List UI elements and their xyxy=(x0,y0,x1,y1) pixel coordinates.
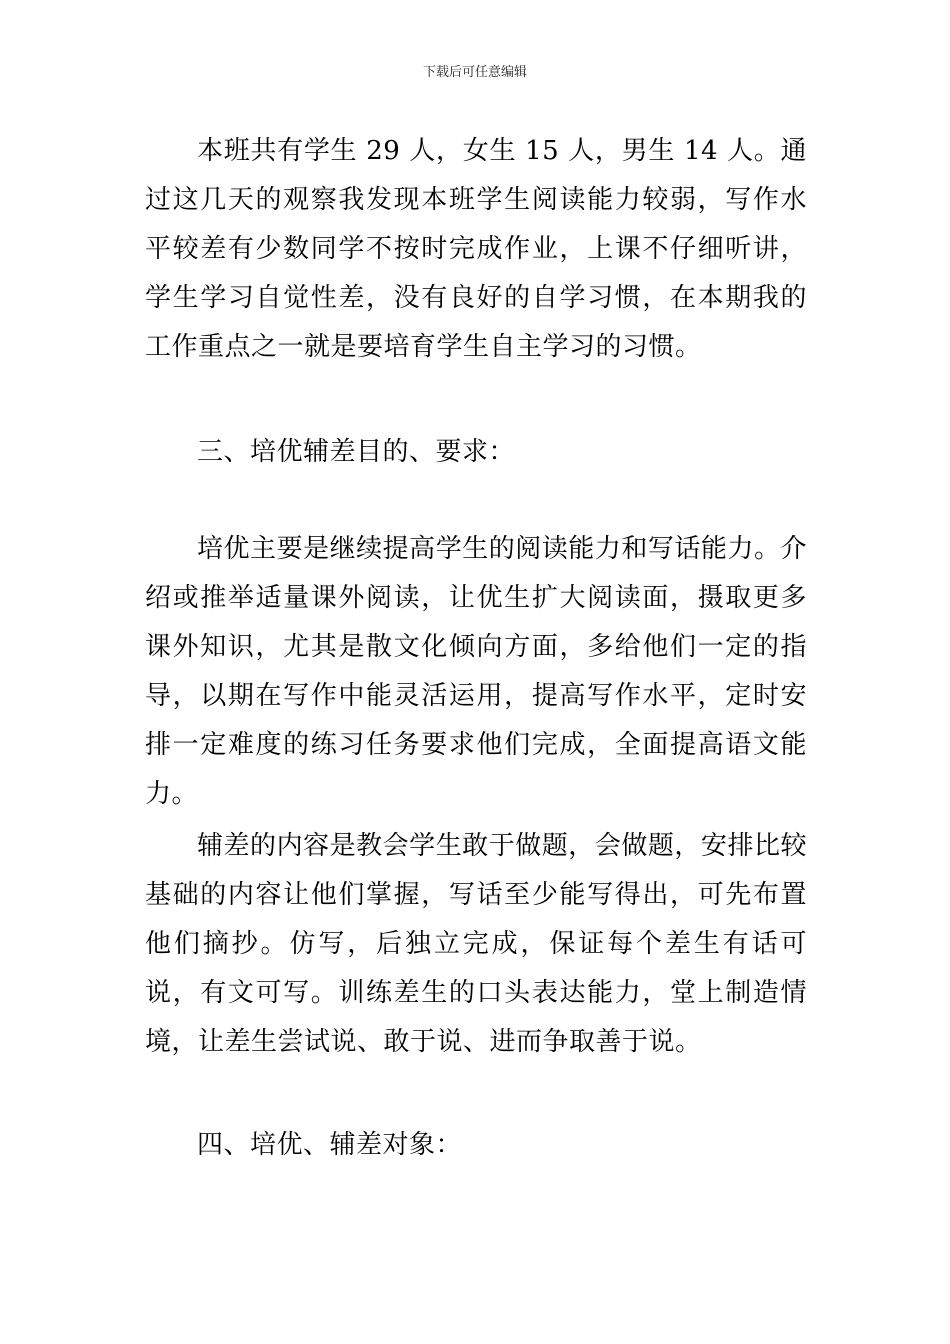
paragraph-struggling-students: 辅差的内容是教会学生敢于做题，会做题，安排比较基础的内容让他们掌握，写话至少能写得出，可先布置他们摘抄。仿写，后独立完成，保证每个差生有话可说，有文可写。训练差生的口头表达能力，堂上制造情境，让差生尝试说、敢于说、进而争取善于说。 xyxy=(145,831,807,1057)
paragraph-advanced-students: 培优主要是继续提高学生的阅读能力和写话能力。介绍或推举适量课外阅读，让优生扩大阅读面，摄取更多课外知识，尤其是散文化倾向方面，多给他们一定的指导，以期在写作中能灵活运用，提高写作水平，定时安排一定难度的练习任务要求他们完成，全面提高语文能力。 xyxy=(145,534,807,809)
paragraph-class-overview: 本班共有学生 29 人，女生 15 人，男生 14 人。通过这几天的观察我发现本班学生阅读能力较弱，写作水平较差有少数同学不按时完成作业，上课不仔细听讲，学生学习自觉性差，没有良好的自学习惯，在本期我的工作重点之一就是要培育学生自主学习的习惯。 xyxy=(145,136,807,362)
page-header-note: 下载后可任意编辑 xyxy=(422,65,527,80)
section-heading-targets: 四、培优、辅差对象： xyxy=(197,1130,463,1160)
section-heading-goals: 三、培优辅差目的、要求： xyxy=(197,437,516,467)
